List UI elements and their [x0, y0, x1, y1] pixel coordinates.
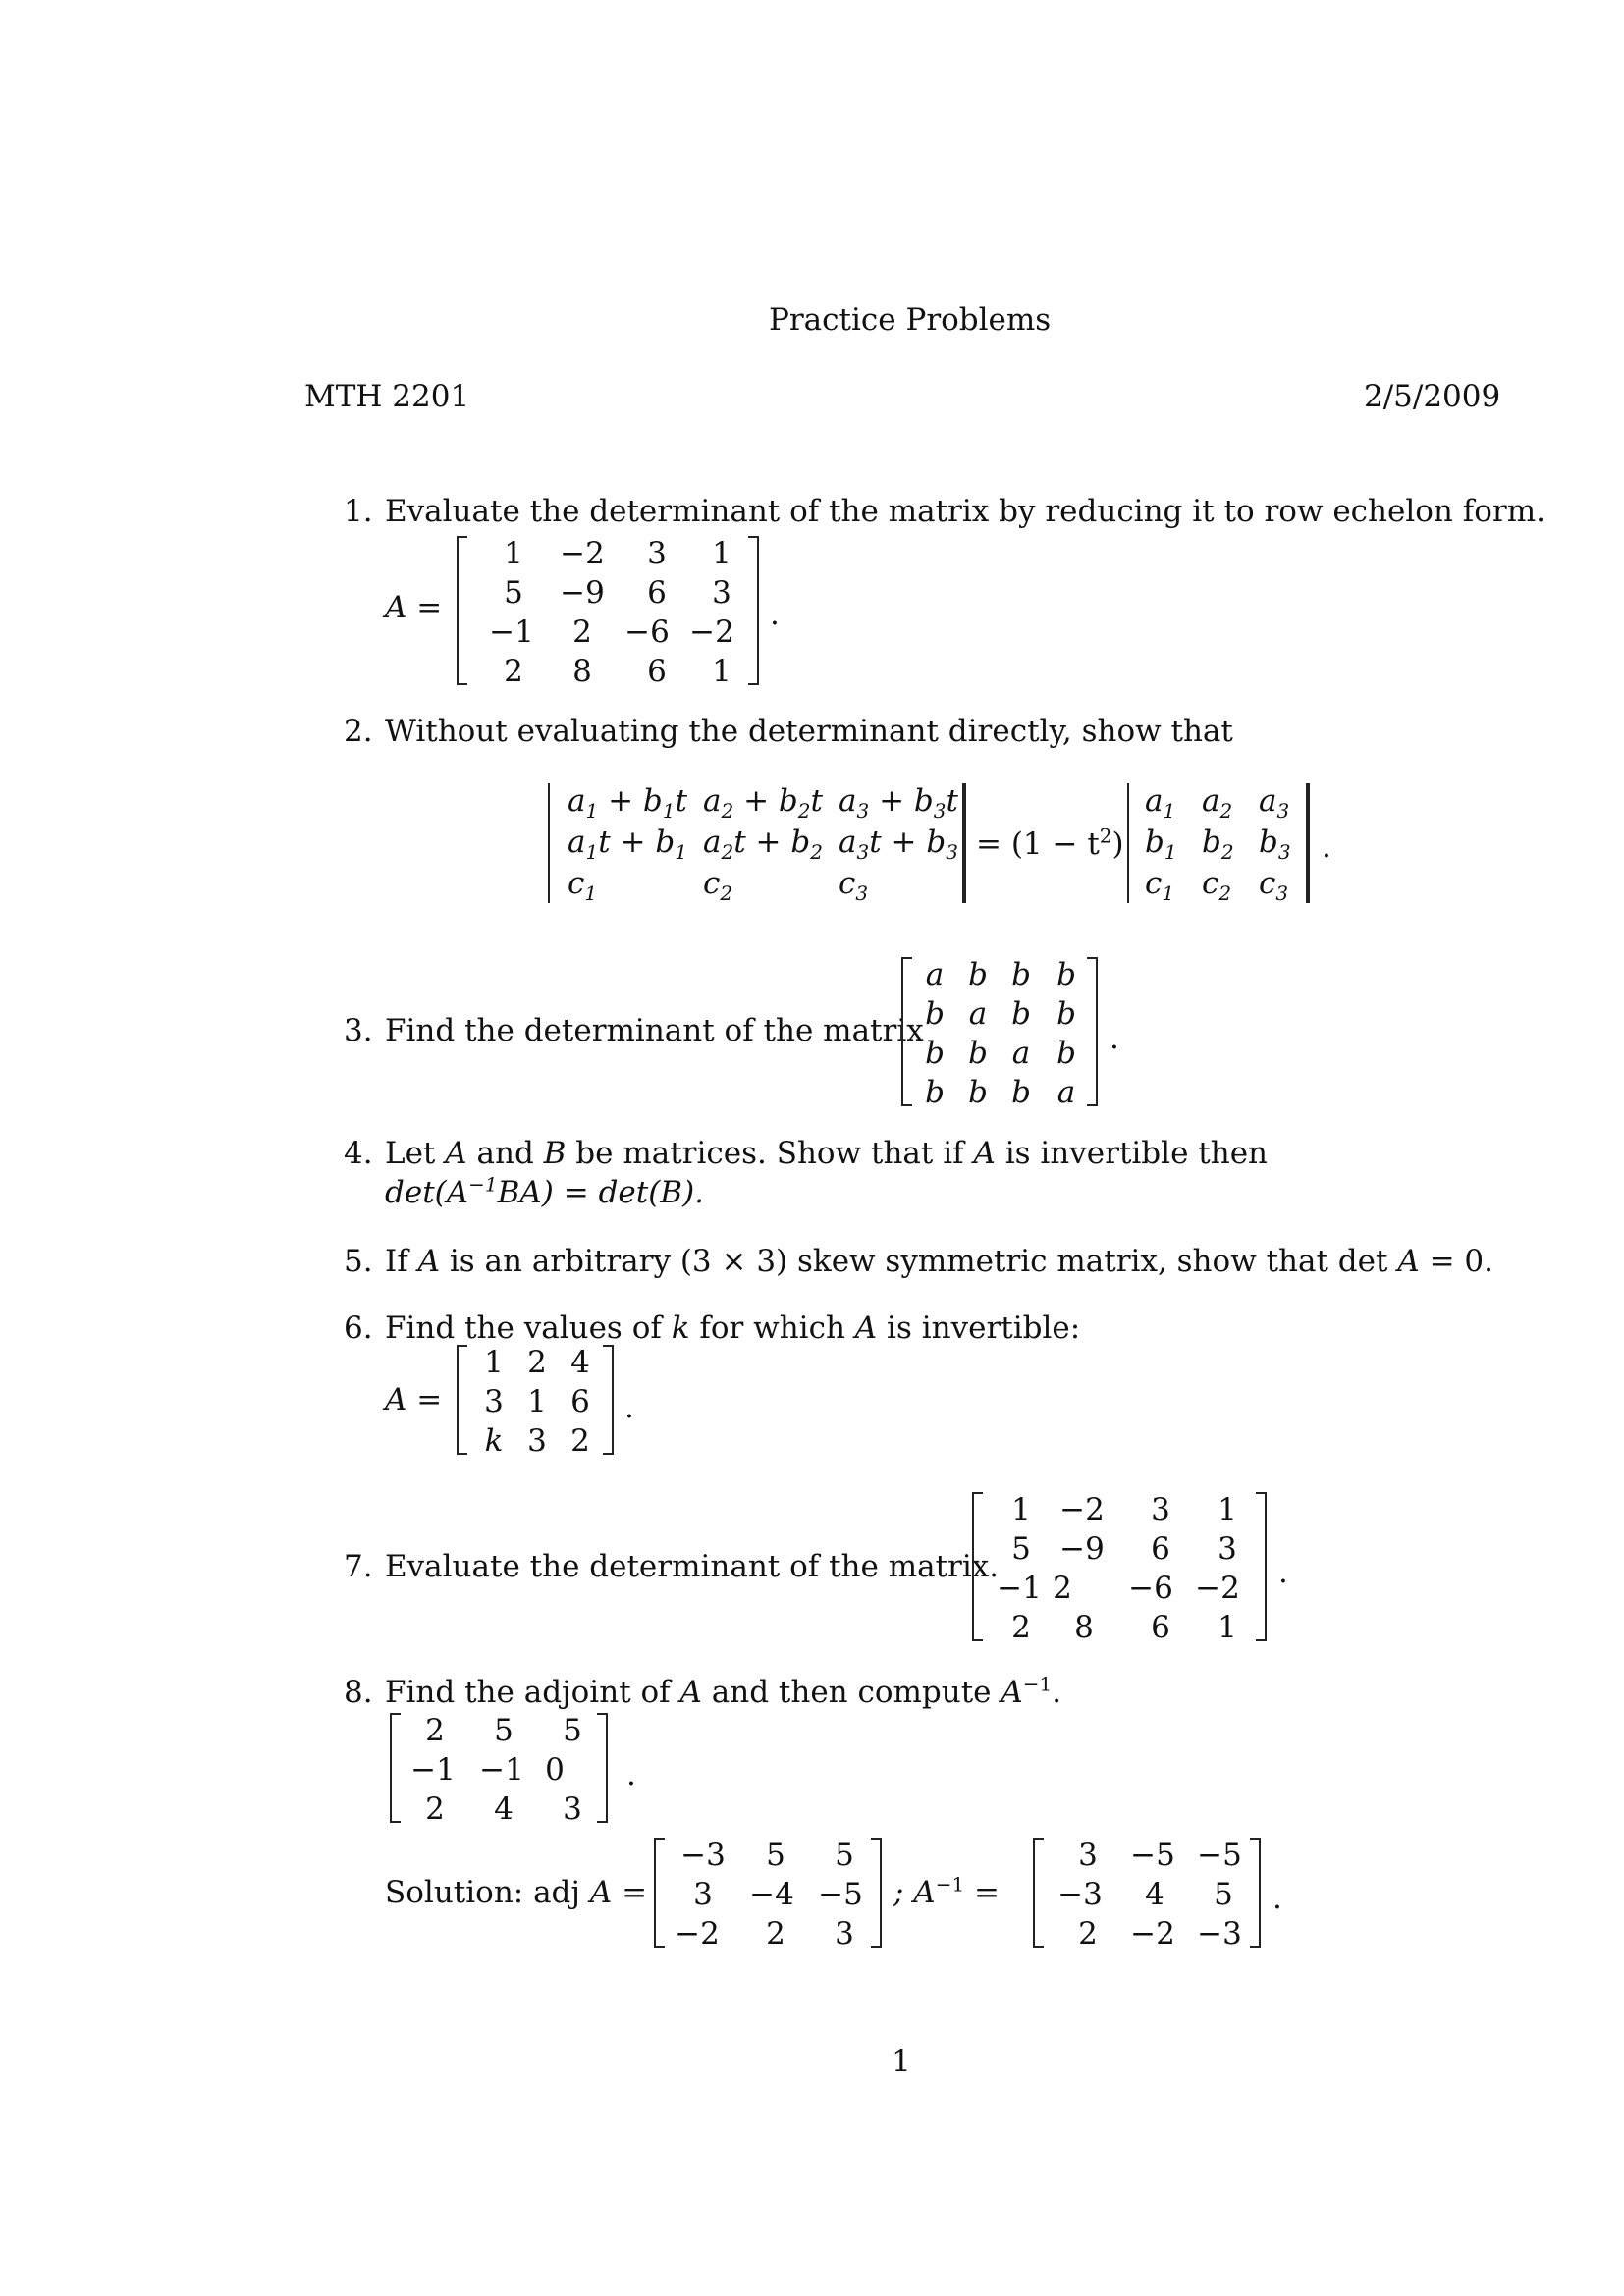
period: . — [1272, 1881, 1282, 1916]
det-entry: $a_1$ — [1145, 783, 1176, 824]
matrix-cell: 2 — [1053, 1571, 1072, 1606]
problem-1-number: 1. — [344, 494, 373, 529]
matrix-cell: 3 — [527, 1423, 547, 1459]
matrix-cell: b — [968, 1036, 988, 1071]
period: . — [624, 1390, 634, 1425]
matrix-cell: 2 — [1078, 1916, 1098, 1951]
matrix-cell: 2 — [504, 654, 523, 689]
matrix-cell: −2 — [560, 536, 605, 571]
matrix-cell: a — [968, 996, 988, 1032]
problem-4-number: 4. — [344, 1136, 373, 1171]
problem-6-number: 6. — [344, 1310, 373, 1346]
problem-7-text: Evaluate the determinant of the matrix. — [385, 1549, 1000, 1584]
matrix-cell: 5 — [766, 1838, 785, 1873]
matrix-cell: 2 — [572, 614, 592, 650]
matrix-cell: 1 — [527, 1384, 547, 1419]
matrix-cell: −5 — [1197, 1838, 1242, 1873]
matrix-cell: 3 — [693, 1877, 713, 1912]
matrix-cell: −1 — [410, 1752, 456, 1788]
matrix-cell: a — [1056, 1075, 1076, 1110]
problem-4-line-1: Let A and B be matrices. Show that if A is invertible then — [385, 1136, 1269, 1171]
solution-label: Solution: adj A = — [385, 1875, 648, 1910]
matrix-cell: −2 — [1130, 1916, 1175, 1951]
problem-5-text: If A is an arbitrary (3 × 3) skew symmetric matrix, show that det A = 0. — [385, 1244, 1493, 1279]
matrix-cell: 3 — [647, 536, 667, 571]
det-entry: $a_2 + b_2t$ — [703, 783, 823, 824]
inverse-label: ; $A^{-1}$ = — [893, 1872, 1001, 1910]
matrix-cell: b — [925, 1075, 945, 1110]
matrix-cell: −2 — [675, 1916, 720, 1951]
matrix-cell: b — [1011, 996, 1031, 1032]
matrix-cell: 6 — [647, 575, 667, 611]
det-entry: $a_3t + b_3$ — [839, 825, 958, 865]
problem-4-line-2: $\det(A^{-1}BA) = \det(B)$. — [385, 1172, 705, 1210]
matrix-cell: 3 — [1078, 1838, 1098, 1873]
matrix-cell: 4 — [570, 1345, 590, 1380]
problem-8-number: 8. — [344, 1675, 373, 1710]
matrix-cell: −1 — [489, 614, 534, 650]
period: . — [1322, 829, 1331, 865]
matrix-cell: −3 — [1057, 1877, 1103, 1912]
problem-2-right-determinant — [1127, 783, 1310, 906]
det-entry: $c_1$ — [568, 866, 598, 906]
matrix-cell: b — [1056, 957, 1076, 992]
det-entry: $c_1$ — [1145, 866, 1175, 906]
problem-3-number: 3. — [344, 1013, 373, 1048]
matrix-cell: 2 — [766, 1916, 785, 1951]
matrix-cell: 4 — [1145, 1877, 1164, 1912]
matrix-cell: 5 — [835, 1838, 854, 1873]
matrix-cell: 3 — [484, 1384, 504, 1419]
matrix-cell: 2 — [425, 1713, 445, 1748]
matrix-cell: b — [968, 957, 988, 992]
matrix-cell: 6 — [570, 1384, 590, 1419]
matrix-cell: −5 — [818, 1877, 863, 1912]
inverse-matrix — [1033, 1838, 1261, 1951]
problem-6-label: A = — [385, 1382, 443, 1417]
matrix-cell: 3 — [563, 1791, 582, 1827]
date: 2/5/2009 — [1364, 379, 1501, 414]
matrix-cell: a — [1011, 1036, 1031, 1071]
matrix-cell: 0 — [545, 1752, 565, 1788]
problem-7-matrix — [972, 1492, 1267, 1645]
matrix-cell: −2 — [1195, 1571, 1240, 1606]
matrix-cell: 1 — [712, 654, 731, 689]
matrix-cell: 1 — [1011, 1492, 1031, 1527]
problem-6-text: Find the values of k for which A is invertible: — [385, 1310, 1081, 1346]
det-entry: $b_3$ — [1259, 825, 1291, 865]
matrix-cell: 3 — [1151, 1492, 1170, 1527]
adjoint-matrix — [654, 1838, 882, 1951]
matrix-cell: 5 — [1214, 1877, 1233, 1912]
matrix-cell: 5 — [1011, 1531, 1031, 1567]
period: . — [1278, 1555, 1288, 1590]
matrix-cell: −9 — [1059, 1531, 1105, 1567]
period: . — [626, 1757, 636, 1792]
matrix-cell: −2 — [1059, 1492, 1105, 1527]
matrix-cell: b — [925, 996, 945, 1032]
matrix-cell: 5 — [504, 575, 523, 611]
matrix-cell: 2 — [527, 1345, 547, 1380]
det-entry: $a_1t + b_1$ — [568, 825, 687, 865]
det-entry: $c_2$ — [1202, 866, 1232, 906]
page-number: 1 — [892, 2044, 911, 2079]
problem-2-factor: = $(1 - t^2)$ — [976, 824, 1124, 862]
matrix-cell: 6 — [647, 654, 667, 689]
matrix-cell: −4 — [749, 1877, 794, 1912]
matrix-cell: b — [968, 1075, 988, 1110]
matrix-cell: 6 — [1151, 1610, 1170, 1645]
matrix-cell: −9 — [560, 575, 605, 611]
matrix-cell: 1 — [504, 536, 523, 571]
period: . — [770, 597, 780, 632]
matrix-cell: a — [925, 957, 945, 992]
problem-2-number: 2. — [344, 714, 373, 749]
period: . — [1110, 1021, 1119, 1056]
det-entry: $a_1 + b_1t$ — [568, 783, 687, 824]
det-entry: $b_1$ — [1145, 825, 1177, 865]
course-code: MTH 2201 — [304, 379, 470, 414]
problem-1-text: Evaluate the determinant of the matrix by reducing it to row echelon form. — [385, 494, 1545, 529]
matrix-cell: −3 — [1197, 1916, 1242, 1951]
problem-8-matrix — [390, 1713, 608, 1827]
matrix-cell: b — [1056, 996, 1076, 1032]
det-entry: $a_2t + b_2$ — [703, 825, 823, 865]
matrix-cell: b — [1011, 957, 1031, 992]
matrix-cell: 3 — [835, 1916, 854, 1951]
problem-1-label: A = — [385, 590, 443, 625]
matrix-cell: 6 — [1151, 1531, 1170, 1567]
matrix-cell: k — [484, 1423, 504, 1459]
det-entry: $a_2$ — [1202, 783, 1233, 824]
problem-6-matrix — [457, 1345, 614, 1459]
matrix-cell: 2 — [1011, 1610, 1031, 1645]
matrix-cell: 1 — [712, 536, 731, 571]
det-entry: $c_2$ — [703, 866, 733, 906]
matrix-cell: b — [925, 1036, 945, 1071]
matrix-cell: −3 — [680, 1838, 726, 1873]
matrix-cell: 2 — [425, 1791, 445, 1827]
problem-5-number: 5. — [344, 1244, 373, 1279]
matrix-cell: −6 — [624, 614, 670, 650]
matrix-cell: −2 — [689, 614, 734, 650]
det-entry: $c_3$ — [839, 866, 869, 906]
matrix-cell: −1 — [997, 1571, 1042, 1606]
matrix-cell: 1 — [1218, 1492, 1237, 1527]
det-entry: $a_3$ — [1259, 783, 1290, 824]
problem-8-text: Find the adjoint of A and then compute $A^{-1}$. — [385, 1672, 1062, 1710]
matrix-cell: 5 — [494, 1713, 514, 1748]
problem-3-matrix — [901, 957, 1098, 1110]
matrix-cell: −6 — [1128, 1571, 1173, 1606]
matrix-cell: 1 — [484, 1345, 504, 1380]
matrix-cell: 3 — [712, 575, 731, 611]
problem-2-text: Without evaluating the determinant directly, show that — [385, 714, 1233, 749]
det-entry: $c_3$ — [1259, 866, 1289, 906]
matrix-cell: b — [1056, 1036, 1076, 1071]
page-title: Practice Problems — [769, 302, 1052, 338]
matrix-cell: 8 — [1074, 1610, 1094, 1645]
problem-3-text: Find the determinant of the matrix — [385, 1013, 924, 1048]
matrix-cell: 8 — [572, 654, 592, 689]
det-entry: $b_2$ — [1202, 825, 1234, 865]
matrix-cell: −5 — [1130, 1838, 1175, 1873]
matrix-cell: 2 — [570, 1423, 590, 1459]
matrix-cell: 5 — [563, 1713, 582, 1748]
det-entry: $a_3 + b_3t$ — [839, 783, 958, 824]
problem-1-matrix — [457, 536, 759, 689]
matrix-cell: 1 — [1218, 1610, 1237, 1645]
matrix-cell: 4 — [494, 1791, 514, 1827]
matrix-cell: 3 — [1218, 1531, 1237, 1567]
matrix-cell: b — [1011, 1075, 1031, 1110]
problem-7-number: 7. — [344, 1549, 373, 1584]
matrix-cell: −1 — [479, 1752, 524, 1788]
problem-2-left-determinant — [548, 783, 966, 906]
